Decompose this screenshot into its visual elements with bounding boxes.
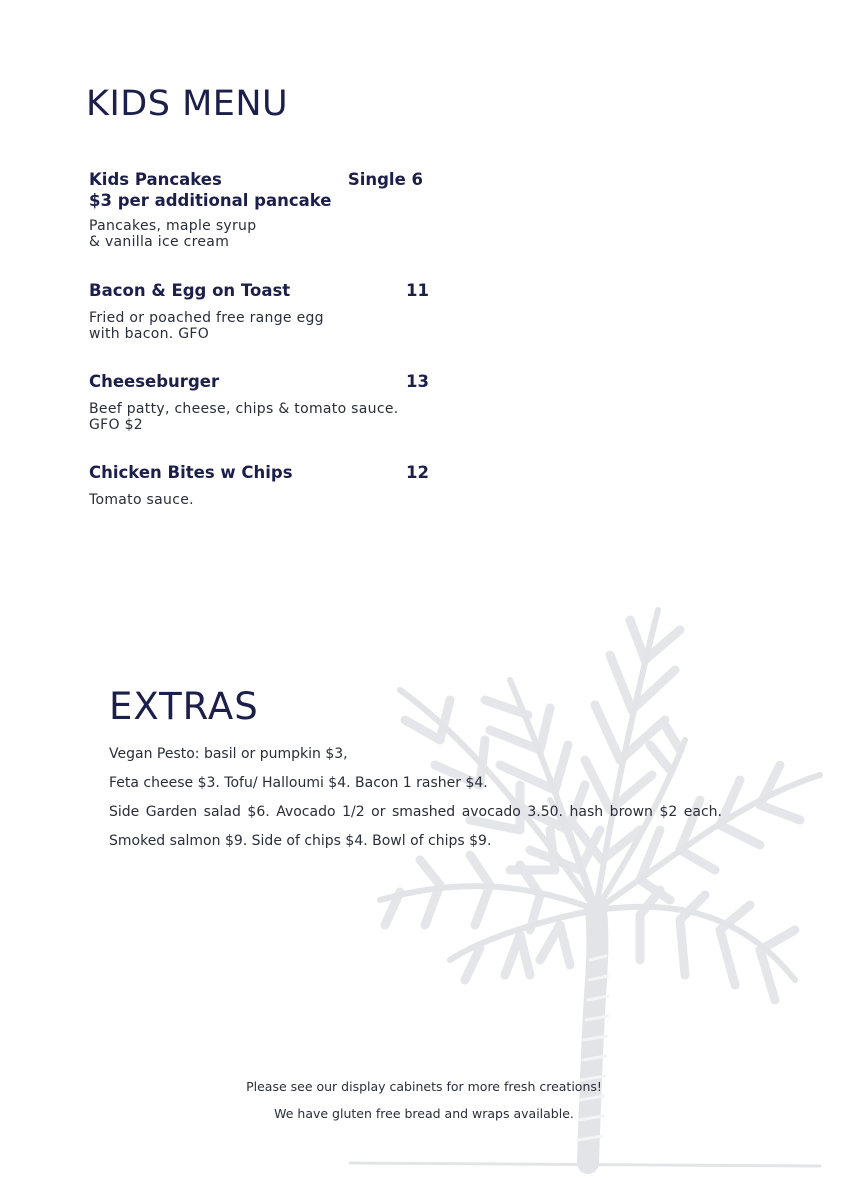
extras-paragraph: Side Garden salad $6. Avocado 1/2 or smashed avocado 3.50. hash brown $2 each. Smoked salmon $9. Side of chips $4. Bowl of chips $9. — [109, 804, 722, 849]
menu-item-kids-pancakes — [89, 169, 429, 250]
menu-item-description — [89, 218, 429, 250]
menu-item-header — [89, 371, 429, 392]
menu-item-desc-line: Tomato sauce. — [89, 492, 194, 508]
menu-item-desc-line: Pancakes, maple syrup — [89, 218, 257, 234]
menu-item-name: Cheeseburger — [89, 372, 220, 391]
menu-item-description — [89, 310, 429, 342]
menu-item-price: 12 — [406, 463, 429, 482]
menu-item-desc-line: with bacon. GFO — [89, 326, 210, 342]
menu-item-desc-line: Fried or poached free range egg — [89, 310, 324, 326]
menu-item-price: Single 6 — [347, 170, 423, 189]
menu-item-name: Bacon & Egg on Toast — [89, 281, 291, 300]
kids-menu-title: KIDS MENU — [86, 84, 289, 124]
menu-item-cheeseburger — [89, 371, 429, 433]
menu-item-desc-line: & vanilla ice cream — [89, 234, 230, 250]
extras-line: Vegan Pesto: basil or pumpkin $3, — [109, 746, 348, 762]
menu-item-header — [89, 280, 429, 301]
menu-item-name-subline: $3 per additional pancake — [89, 191, 332, 210]
menu-item-desc-line: Beef patty, cheese, chips & tomato sauce. — [89, 401, 399, 417]
menu-item-bacon-egg — [89, 280, 429, 342]
menu-item-description — [89, 492, 429, 508]
menu-item-header — [89, 462, 429, 483]
footer-note — [0, 1073, 848, 1127]
menu-item-price: 11 — [406, 281, 429, 300]
menu-item-description — [89, 401, 429, 433]
extras-list — [109, 740, 722, 856]
menu-item-chicken-bites — [89, 462, 429, 508]
menu-item-header — [89, 169, 429, 211]
footer-line: Please see our display cabinets for more fresh creations! — [246, 1079, 602, 1094]
menu-item-desc-line: GFO $2 — [89, 417, 143, 433]
menu-item-name: Kids Pancakes — [89, 170, 222, 189]
extras-title: EXTRAS — [109, 685, 259, 728]
menu-item-name-wrap — [89, 169, 332, 211]
menu-item-name: Chicken Bites w Chips — [89, 463, 293, 482]
extras-line: Feta cheese $3. Tofu/ Halloumi $4. Bacon 1 rasher $4. — [109, 775, 488, 791]
footer-line: We have gluten free bread and wraps available. — [274, 1106, 574, 1121]
menu-item-price: 13 — [406, 372, 429, 391]
